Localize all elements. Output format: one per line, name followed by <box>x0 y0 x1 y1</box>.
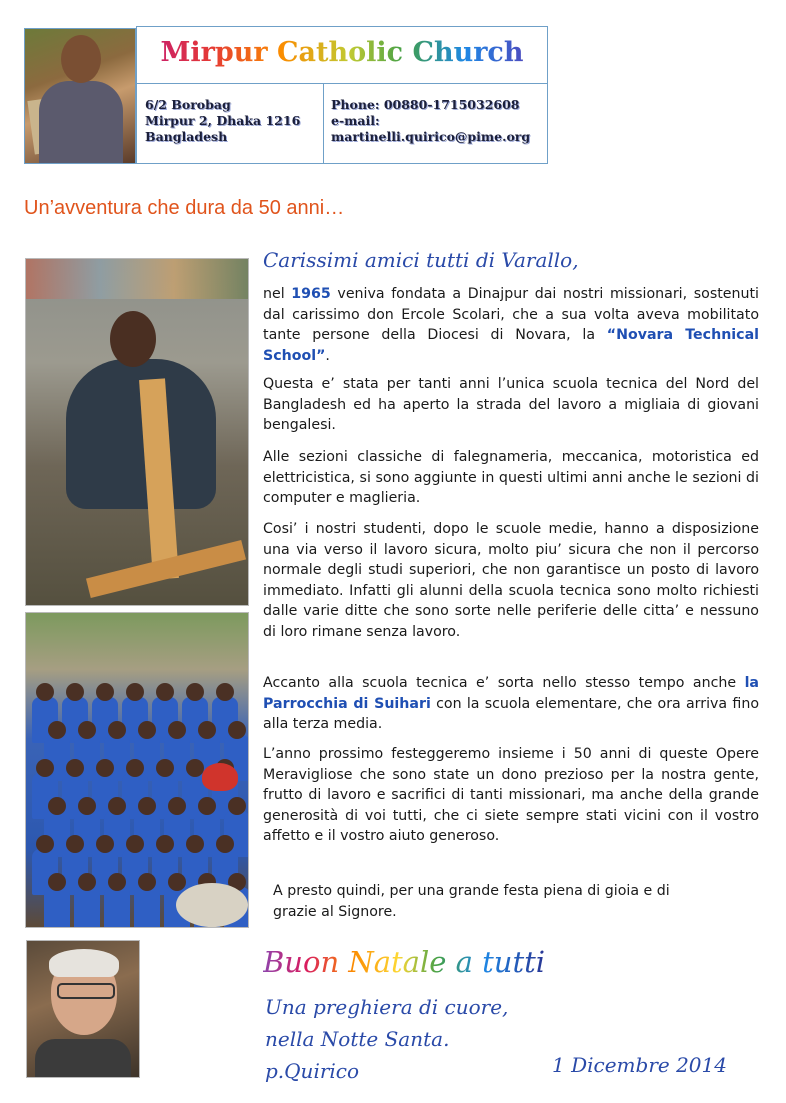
photo-detail-child-head <box>138 721 156 739</box>
photo-detail-child-head <box>168 721 186 739</box>
photo-detail-shirt <box>39 81 123 163</box>
photo-detail-background <box>26 259 248 299</box>
photo-detail-child-head <box>108 873 126 891</box>
photo-detail-face <box>61 35 101 83</box>
header-divider-vertical <box>323 83 324 163</box>
photo-detail-child-head <box>48 873 66 891</box>
paragraph-history: Questa e’ stata per tanti anni l’unica scuola tecnica del Nord del Bangladesh ed ha aperto la strada del lavoro a migliaia di giovani bengalesi. <box>263 376 759 434</box>
photo-detail-child-head <box>96 835 114 853</box>
paragraph-parish <box>263 673 759 735</box>
text-run: nel <box>263 286 292 302</box>
photo-detail-child-head <box>36 835 54 853</box>
christmas-greeting: Buon Natale a tutti <box>263 945 546 979</box>
letter-date: 1 Dicembre 2014 <box>552 1053 727 1077</box>
text-run: veniva fondata a Dinajpur dai nostri missionari, sostenuti dal carissimo don Ercole Scolari, che a sua volta aveva mobilitato tante persone della Diocesi di Novara, la <box>263 286 759 344</box>
photo-detail-child-head <box>138 873 156 891</box>
address-line: 6/2 Borobag <box>145 97 231 112</box>
signature: p.Quirico <box>265 1059 360 1083</box>
photo-detail-child-head <box>168 797 186 815</box>
closing-line-1: Una preghiera di cuore, <box>265 995 509 1019</box>
photo-detail-child <box>134 887 160 928</box>
church-name: Mirpur Catholic Church <box>137 37 547 68</box>
photo-detail-child-head <box>96 683 114 701</box>
photo-detail-child-head <box>216 683 234 701</box>
address-line: Mirpur 2, Dhaka 1216 <box>145 113 301 128</box>
photo-detail-child-head <box>78 873 96 891</box>
address-block <box>145 97 321 145</box>
photo-detail-child-head <box>228 721 246 739</box>
photo-detail-child-head <box>228 797 246 815</box>
school-name: “Novara Technical School” <box>263 327 759 364</box>
photo-detail-child-head <box>48 797 66 815</box>
photo-detail-child-head <box>108 721 126 739</box>
headline: Un’avventura che dura da 50 anni… <box>24 197 345 219</box>
photo-detail-child-head <box>186 683 204 701</box>
email-label: e-mail: <box>331 113 380 128</box>
letter-greeting: Carissimi amici tutti di Varallo, <box>263 248 579 272</box>
photo-detail-child-head <box>48 721 66 739</box>
photo-detail-child-head <box>126 835 144 853</box>
photo-detail-child-head <box>78 721 96 739</box>
paragraph-founding <box>263 284 759 366</box>
photo-detail-child-head <box>126 683 144 701</box>
founding-year: 1965 <box>291 286 331 302</box>
photo-detail-child-head <box>66 835 84 853</box>
text-run: con la scuola elementare, che ora arriva fino alla terza media. <box>263 695 759 733</box>
photo-detail-child <box>104 887 130 928</box>
photo-detail-child-head <box>216 835 234 853</box>
address-line: Bangladesh <box>145 129 228 144</box>
photo-detail-child-head <box>126 759 144 777</box>
photo-priest <box>26 940 140 1078</box>
photo-detail-child-head <box>36 759 54 777</box>
photo-detail-head <box>110 311 156 367</box>
header-photo-boy <box>24 28 136 164</box>
photo-detail-scarf <box>202 763 238 791</box>
paragraph-sections: Alle sezioni classiche di falegnameria, meccanica, motoristica ed elettricistica, si sono aggiunte in questi ultimi anni anche le sezioni di computer e maglieria. <box>263 449 759 507</box>
email-address: martinelli.quirico@pime.org <box>331 129 531 144</box>
photo-detail-child-head <box>36 683 54 701</box>
photo-detail-child-head <box>156 759 174 777</box>
photo-detail-child-head <box>168 873 186 891</box>
photo-detail-hair <box>49 949 119 977</box>
photo-detail-child-head <box>96 759 114 777</box>
photo-detail-child-head <box>66 759 84 777</box>
paragraph-farewell: A presto quindi, per una grande festa piena di gioia e di grazie al Signore. <box>273 883 670 920</box>
photo-workshop-student <box>25 258 249 606</box>
photo-detail-child-head <box>198 797 216 815</box>
photo-detail-child <box>74 887 100 928</box>
contact-block <box>331 97 543 145</box>
paragraph-students: Cosi’ i nostri studenti, dopo le scuole medie, hanno a disposizione una via verso il lavoro sicura, molto piu’ sicura che non il percorso normale degli studi superiori, che non garantisce un posto di lavoro immediato. Infatti gli alunni della scuola tecnica sono molto richiesti dalle varie ditte che sono sorte nelle periferie delle citta’ e nessuno di loro rimane senza lavoro. <box>263 521 759 640</box>
photo-detail-child-head <box>66 683 84 701</box>
photo-detail-child-head <box>198 721 216 739</box>
text-run: Accanto alla scuola tecnica e’ sorta nello stesso tempo anche <box>263 675 745 691</box>
photo-detail-glasses <box>57 983 115 999</box>
photo-schoolchildren <box>25 612 249 928</box>
photo-detail-drum <box>176 883 248 927</box>
header-box <box>136 26 548 164</box>
photo-detail-child-head <box>186 835 204 853</box>
photo-detail-child-head <box>78 797 96 815</box>
parish-name: la Parrocchia di Suihari <box>263 675 759 712</box>
text-run: . <box>325 347 330 364</box>
photo-detail-shirt <box>35 1039 131 1078</box>
photo-detail-child-head <box>156 683 174 701</box>
photo-detail-child-head <box>138 797 156 815</box>
header-divider-horizontal <box>137 83 547 84</box>
paragraph-anniversary: L’anno prossimo festeggeremo insieme i 50 anni di queste Opere Meravigliose che sono state un dono prezioso per la nostra gente, frutto di lavoro e sacrifici di tanti missionari, ma anche della grande generosità di voi tutti, che ci siete sempre stati vicini con il vostro affetto e il vostro aiuto generoso. <box>263 746 759 845</box>
photo-detail-child-head <box>156 835 174 853</box>
phone-number: Phone: 00880-1715032608 <box>331 97 520 112</box>
closing-line-2: nella Notte Santa. <box>265 1027 450 1051</box>
photo-detail-child-head <box>108 797 126 815</box>
photo-detail-child <box>44 887 70 928</box>
